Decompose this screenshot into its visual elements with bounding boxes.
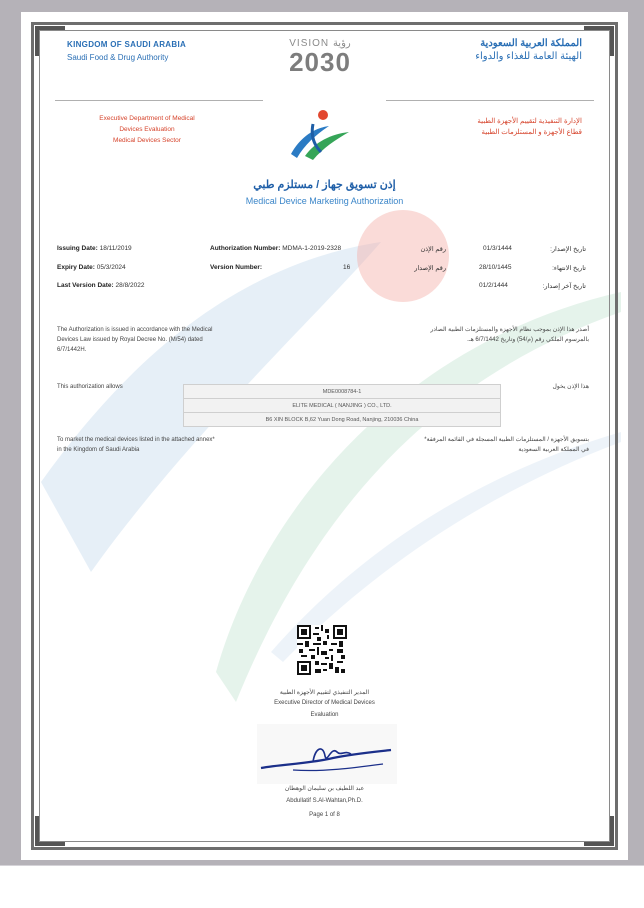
last-date-ar-value: 01/2/1444 [479,282,508,289]
department-english [67,113,227,146]
viewer-bottom-bar [0,865,644,908]
version-number-field [210,264,262,271]
issuing-date-label: Issuing Date: [57,245,98,252]
text-line-ar: بالمرسوم الملكي رقم (م/54) وتاريخ 6/7/1442 هـ. [467,337,589,343]
header-arabic [402,38,582,62]
document-title-en: Medical Device Marketing Authorization [245,196,404,206]
auth-number-field [210,245,341,252]
header-divider [386,100,594,101]
text-line: Devices Law issued by Royal Decree No. (M/54) dated [57,337,203,343]
market-clause-en [57,435,297,455]
signatory-name-en: Abdullatif S.Al-Wahtan,Ph.D. [286,798,363,804]
red-stamp [357,210,449,302]
version-number-label-ar: رقم الإصدار [414,265,446,272]
vision-label-ar: رؤية [332,38,351,49]
last-version-value: 28/8/2022 [115,282,145,289]
department-line: Medical Devices Sector [113,137,181,144]
signatory-name-ar: عبد اللطيف بن سليمان الوهطان [284,786,365,792]
last-date-ar-label: تاريخ آخر إصدار: [542,283,586,290]
text-line-ar: أصدر هذا الإذن بموجب نظام الأجهزة والمستلزمات الطبية الصادر [430,327,589,333]
vision-2030-logo [265,38,375,75]
authority-name-en: Saudi Food & Drug Authority [67,53,169,62]
device-id: MDE0008784-1 [184,385,501,399]
expiry-date-field [57,264,126,271]
allows-en: This authorization allows [57,384,123,390]
table-row [184,413,501,427]
text-line-ar: بتسويق الأجهزة / المستلزمات الطبية المسجلة في القائمة المرفقة* [424,437,589,443]
header-english [67,40,237,62]
text-line: in the Kingdom of Saudi Arabia [57,447,140,453]
market-clause-ar [351,435,589,455]
expiry-date-ar-value: 28/10/1445 [479,264,512,271]
issue-date-ar-value: 01/3/1444 [483,245,512,252]
corner-ornament [584,816,614,846]
issuing-date-value: 18/11/2019 [99,245,132,252]
signatory-title-en-2: Evaluation [310,712,339,718]
kingdom-name-ar: المملكة العربية السعودية [480,38,582,49]
certificate-page [21,12,628,860]
text-line: To market the medical devices listed in the attached annex* [57,437,215,443]
auth-number-value: MDMA-1-2019-2328 [282,245,342,252]
signatory-title-ar: المدير التنفيذي لتقييم الأجهزة الطبية [279,690,370,696]
department-arabic [422,116,582,138]
corner-ornament [584,26,614,56]
corner-ornament [35,816,65,846]
signature [253,734,393,776]
text-line: The Authorization is issued in accordance with the Medical [57,327,213,333]
department-line-ar: قطاع الأجهزة و المستلزمات الطبية [481,129,582,136]
expiry-date-label: Expiry Date: [57,264,95,271]
company-address: B6 XIN BLOCK B,62 Yuan Dong Road, Nanjing, 210036 China [184,413,501,427]
issue-date-ar-label: تاريخ الإصدار: [550,246,586,253]
table-row [184,385,501,399]
device-table [183,384,501,427]
qr-code [297,625,347,675]
allows-ar: هذا الإذن يخول [552,384,589,390]
kingdom-name-en: KINGDOM OF SAUDI ARABIA [67,40,187,49]
department-line-ar: الإدارة التنفيذية لتقييم الأجهزة الطبية [477,118,582,125]
last-version-field [57,282,144,289]
version-number-label: Version Number: [210,264,263,271]
auth-number-label-ar: رقم الإذن [420,246,446,253]
company-name: ELITE MEDICAL ( NANJING ) CO., LTD. [184,399,501,413]
vision-year: 2030 [289,47,351,77]
department-line: Executive Department of Medical [99,115,195,122]
legal-basis-ar [361,325,589,345]
document-title-ar: إذن تسويق جهاز / مستلزم طبي [253,179,396,191]
signatory-title-en-1: Executive Director of Medical Devices [274,700,375,706]
corner-ornament [35,26,65,56]
vision-label: VISION [289,38,330,49]
sfda-logo [283,106,355,162]
expiry-date-value: 05/3/2024 [96,264,126,271]
text-line: 6/7/1442H. [57,347,87,353]
legal-basis-en [57,325,277,355]
page-indicator: Page 1 of 8 [309,812,340,818]
text-line-ar: في المملكة العربية السعودية [518,447,589,453]
version-number-value: 16 [343,264,351,271]
department-line: Devices Evaluation [119,126,175,133]
table-row [184,399,501,413]
auth-number-label: Authorization Number: [210,245,281,252]
expiry-date-ar-label: تاريخ الانتهاء: [552,265,586,272]
issuing-date-field [57,245,132,252]
header-divider [55,100,263,101]
authority-name-ar: الهيئة العامة للغذاء والدواء [475,51,582,62]
last-version-label: Last Version Date: [57,282,114,289]
